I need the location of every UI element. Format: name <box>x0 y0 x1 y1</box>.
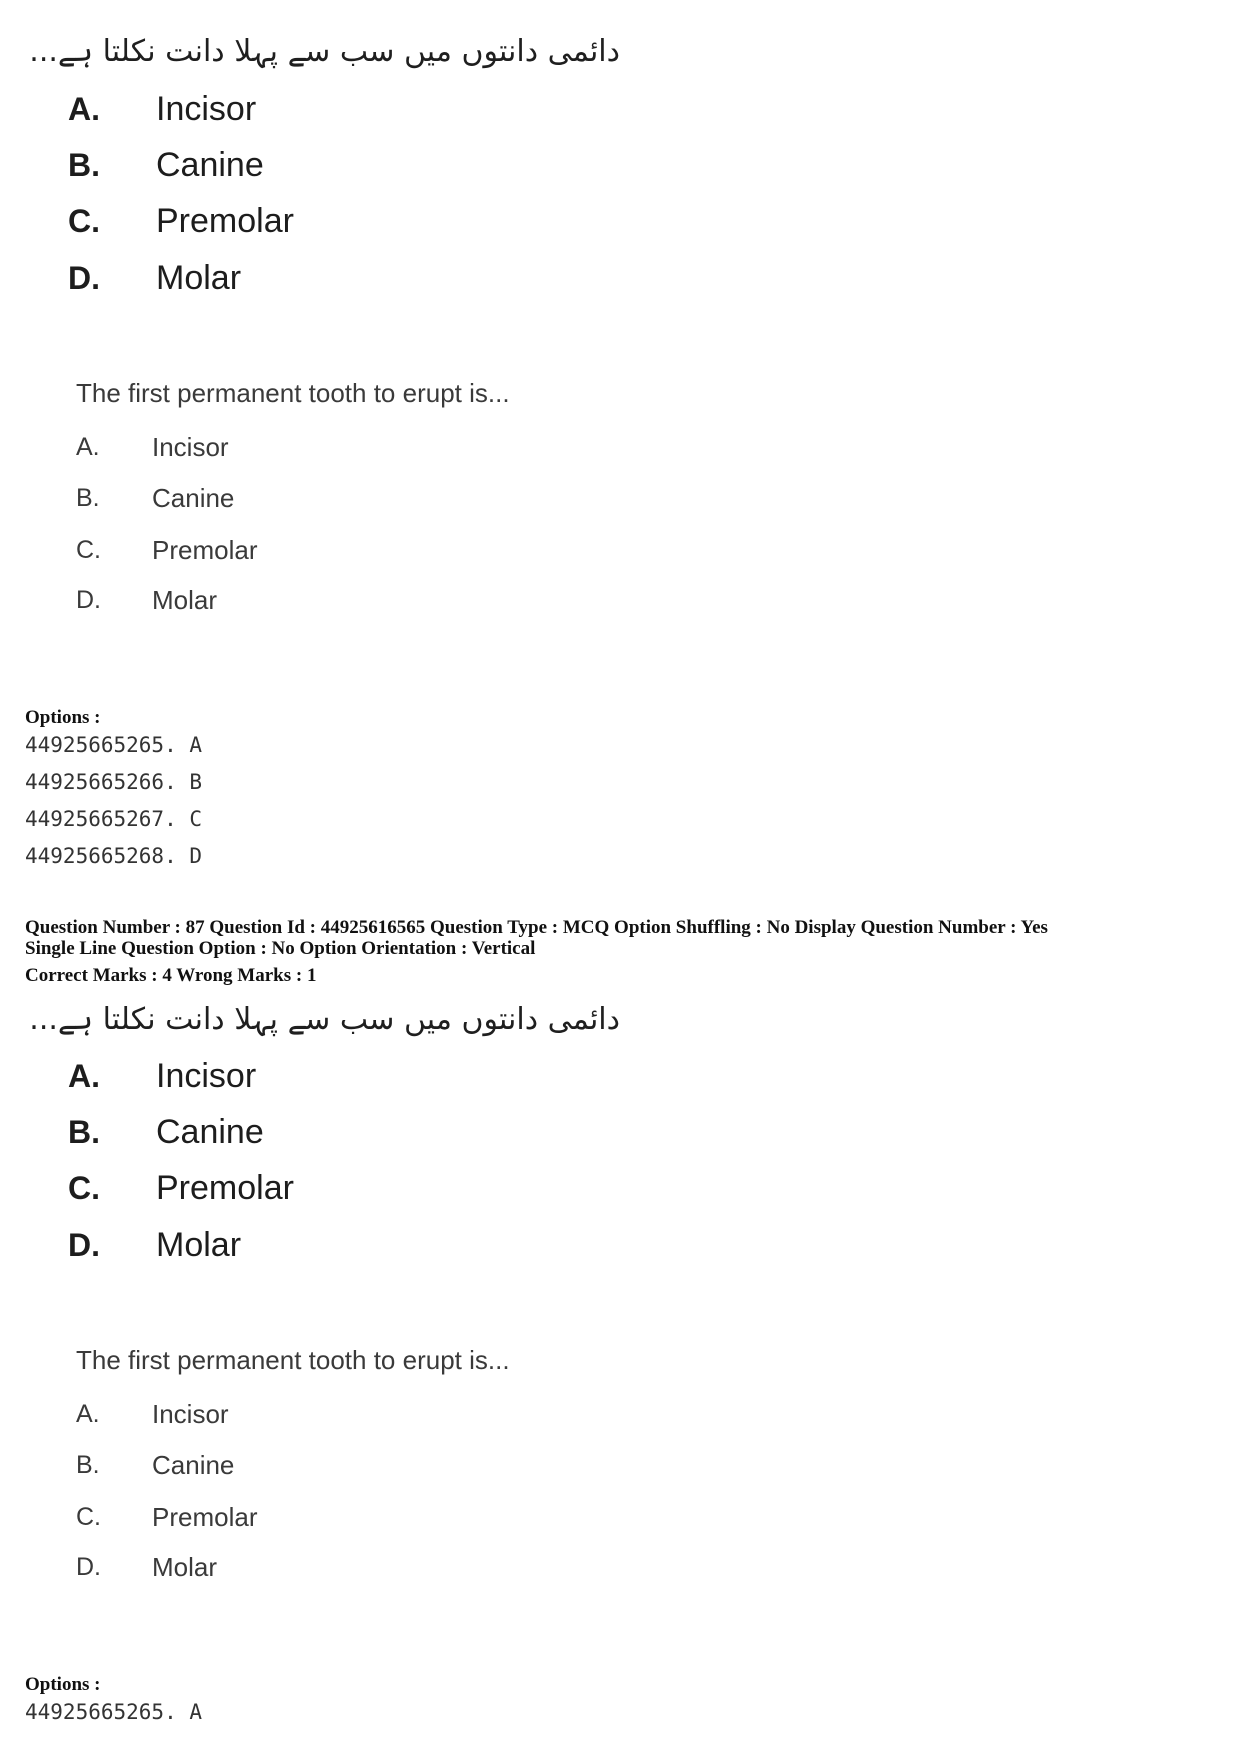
option-letter: B. <box>68 147 100 183</box>
option-letter: B. <box>76 484 100 512</box>
option-id: 44925665268. D <box>25 844 203 868</box>
option-text: Canine <box>152 1450 235 1480</box>
option-letter: D. <box>76 586 101 614</box>
option-letter: C. <box>68 1170 100 1206</box>
option-letter: A. <box>68 1058 100 1094</box>
option-id: 44925665265. A <box>25 1700 203 1724</box>
option-text: Incisor <box>156 90 257 128</box>
urdu-question: دائمی دانتوں میں سب سے پہلا دانت نکلتا ہے... <box>29 1002 620 1037</box>
option-text: Incisor <box>156 1057 257 1095</box>
option-text: Premolar <box>152 535 258 565</box>
option-letter: D. <box>68 1227 100 1263</box>
option-text: Premolar <box>156 202 294 240</box>
option-id: 44925665266. B <box>25 770 203 794</box>
options-label: Options : <box>25 1674 101 1695</box>
question-meta-line: Question Number : 87 Question Id : 44925616565 Question Type : MCQ Option Shuffling : No Display Question Number : Yes <box>25 917 1048 938</box>
question-meta-line: Single Line Question Option : No Option Orientation : Vertical <box>25 938 536 959</box>
option-text: Canine <box>156 146 264 184</box>
option-letter: D. <box>76 1553 101 1581</box>
option-id: 44925665265. A <box>25 733 203 757</box>
option-letter: A. <box>76 1400 100 1428</box>
option-letter: A. <box>68 91 100 127</box>
option-letter: B. <box>76 1451 100 1479</box>
option-text: Molar <box>152 585 218 615</box>
option-letter: C. <box>76 536 101 564</box>
option-text: Premolar <box>156 1169 294 1207</box>
option-text: Molar <box>152 1552 218 1582</box>
option-text: Canine <box>156 1113 264 1151</box>
urdu-question: دائمی دانتوں میں سب سے پہلا دانت نکلتا ہے... <box>29 34 620 69</box>
option-letter: C. <box>76 1503 101 1531</box>
english-question: The first permanent tooth to erupt is... <box>76 378 510 408</box>
marks-line: Correct Marks : 4 Wrong Marks : 1 <box>25 965 317 986</box>
options-label: Options : <box>25 707 101 728</box>
english-question: The first permanent tooth to erupt is... <box>76 1345 510 1375</box>
option-text: Molar <box>156 1226 242 1264</box>
option-text: Canine <box>152 483 235 513</box>
option-letter: A. <box>76 433 100 461</box>
option-text: Premolar <box>152 1502 258 1532</box>
option-letter: D. <box>68 260 100 296</box>
option-text: Molar <box>156 259 242 297</box>
option-letter: C. <box>68 203 100 239</box>
option-text: Incisor <box>152 1399 229 1429</box>
option-letter: B. <box>68 1114 100 1150</box>
option-id: 44925665267. C <box>25 807 203 831</box>
option-text: Incisor <box>152 432 229 462</box>
